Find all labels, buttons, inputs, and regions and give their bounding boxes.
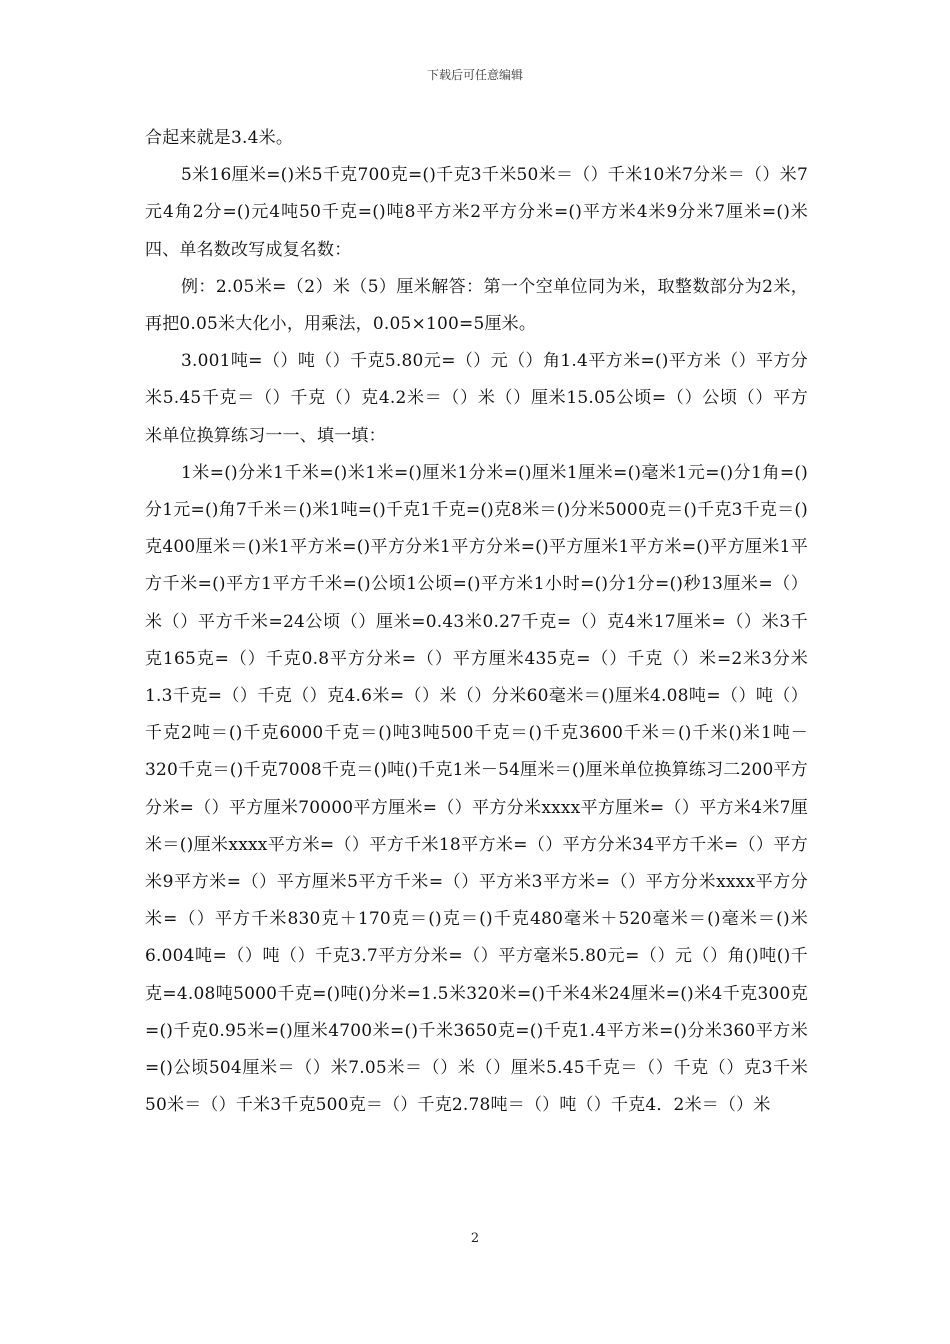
paragraph-3: 例：2.05米=（2）米（5）厘米解答：第一个空单位同为米，取整数部分为2米，再把0.05米大化小，用乘法，0.05×100=5厘米。 [145, 276, 808, 335]
paragraph-5: 1米=()分米1千米=()米1米=()厘米1分米=()厘米1厘米=()毫米1元=()分1角=()分1元=()角7千米＝()米1吨=()千克1千克=()克8米＝()分米5000克＝()千克3千克＝()克400厘米＝()米1平方米=()平方分米1平方分米=()平方厘米1平方米=()平方厘米1平方千米=()平方1平方千米=()公顷1公顷=()平方米1小时=()分1分=()秒13厘米=（）米（）平方千米=24公顷（）厘米=0.43米0.27千克=（）克4米17厘米=（）米3千克165克=（）千克0.8平方分米=（）平方厘米435克=（）千克（）米=2米3分米1.3千克=（）千克（）克4.6米=（）米（）分米60毫米＝()厘米4.08吨=（）吨（）千克2吨＝()千克6000千克＝()吨3吨500千克＝()千克3600千米＝()千米()米1吨－320千克＝()千克7008千克＝()吨()千克1米－54厘米＝()厘米单位换算练习二200平方分米=（）平方厘米70000平方厘米=（）平方分米xxxx平方厘米=（）平方米4米7厘米＝()厘米xxxx平方米=（）平方千米18平方米=（）平方分米34平方千米=（）平方米9平方米=（）平方厘米5平方千米=（）平方米3平方米=（）平方分米xxxx平方分米=（）平方千米830克＋170克＝()克＝()千克480毫米＋520毫米＝()毫米＝()米6.004吨=（）吨（）千克3.7平方分米=（）平方毫米5.80元=（）元（）角()吨()千克=4.08吨5000千克=()吨()分米=1.5米320米=()千米4米24厘米=()米4千克300克=()千克0.95米=()厘米4700米=()千米3650克=()千克1.4平方米=()分米360平方米=()公顷504厘米＝（）米7.05米＝（）米（）厘米5.45千克＝（）千克（）克3千米50米＝（）千米3千克500克＝（）千克2.78吨＝（）吨（）千克4．2米＝（）米 [145, 462, 808, 1116]
document-body [145, 120, 808, 1124]
paragraph-4: 3.001吨=（）吨（）千克5.80元=（）元（）角1.4平方米=()平方米（）平方分米5.45千克＝（）千克（）克4.2米＝（）米（）厘米15.05公顷=（）公顷（）平方米单位换算练习一一、填一填： [145, 351, 808, 446]
page-number: 2 [470, 1231, 480, 1246]
paragraph-2: 5米16厘米=()米5千克700克=()千克3千米50米＝（）千米10米7分米＝（）米7元4角2分=()元4吨50千克=()吨8平方米2平方分米=()平方米4米9分米7厘米=()米四、单名数改写成复名数： [145, 165, 808, 260]
page-header: 下载后可任意编辑 [426, 68, 523, 82]
paragraph-1: 合起来就是3.4米。 [145, 128, 294, 148]
